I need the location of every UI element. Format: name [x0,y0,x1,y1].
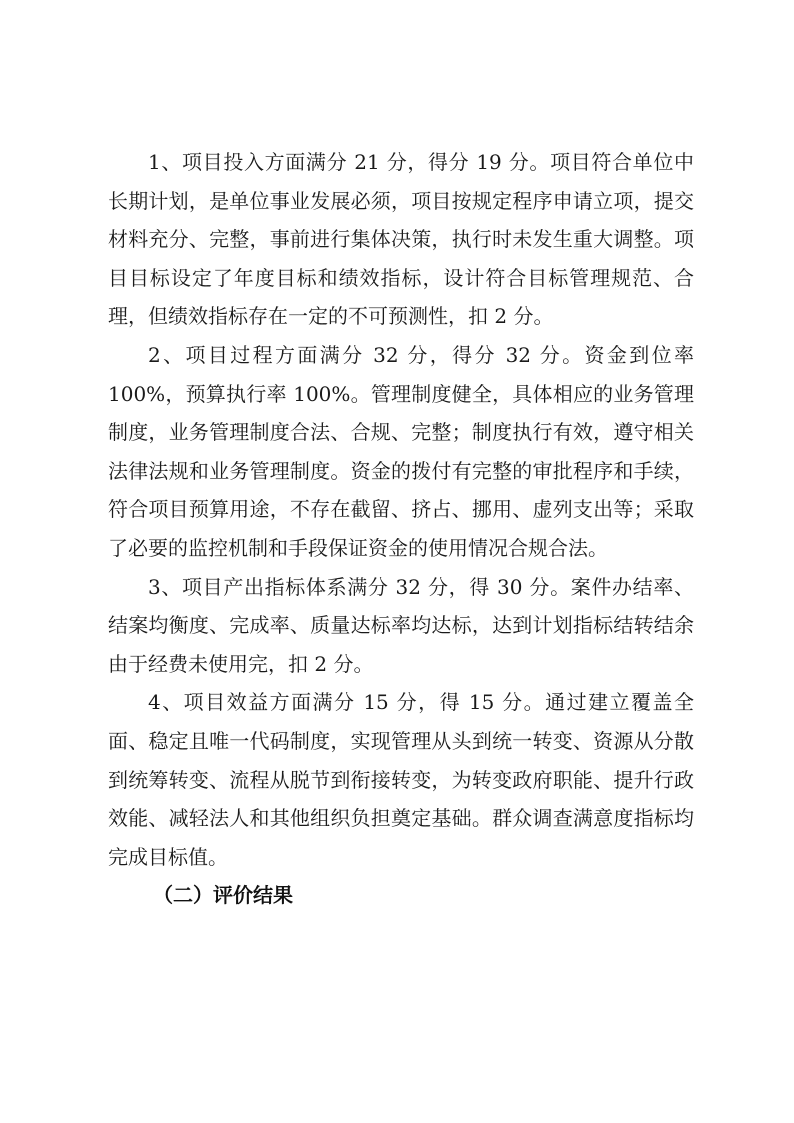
document-body [108,143,694,915]
section-heading-evaluation-result: （二）评价结果 [153,883,293,908]
paragraph-project-process: 2、项目过程方面满分 32 分，得分 32 分。资金到位率 100%，预算执行率 100%。管理制度健全，具体相应的业务管理制度，业务管理制度合法、合规、完整；制度执行有效，遵守相关法律法规和业务管理制度。资金的拨付有完整的审批程序和手续，符合项目预算用途，不存在截留、挤占、挪用、虚列支出等；采取了必要的监控机制和手段保证资金的使用情况合规合法。 [108,342,694,560]
paragraph-project-benefit: 4、项目效益方面满分 15 分，得 15 分。通过建立覆盖全面、稳定且唯一代码制度，实现管理从头到统一转变、资源从分散到统筹转变、流程从脱节到衔接转变，为转变政府职能、提升行政效能、减轻法人和其他组织负担奠定基础。群众调查满意度指标均完成目标值。 [108,690,694,869]
paragraph-project-input: 1、项目投入方面满分 21 分，得分 19 分。项目符合单位中长期计划，是单位事业发展必须，项目按规定程序申请立项，提交材料充分、完整，事前进行集体决策，执行时未发生重大调整。项目目标设定了年度目标和绩效指标，设计符合目标管理规范、合理，但绩效指标存在一定的不可预测性，扣 2 分。 [108,150,694,329]
paragraph-project-output: 3、项目产出指标体系满分 32 分，得 30 分。案件办结率、结案均衡度、完成率、质量达标率均达标，达到计划指标结转结余由于经费未使用完，扣 2 分。 [108,574,694,676]
